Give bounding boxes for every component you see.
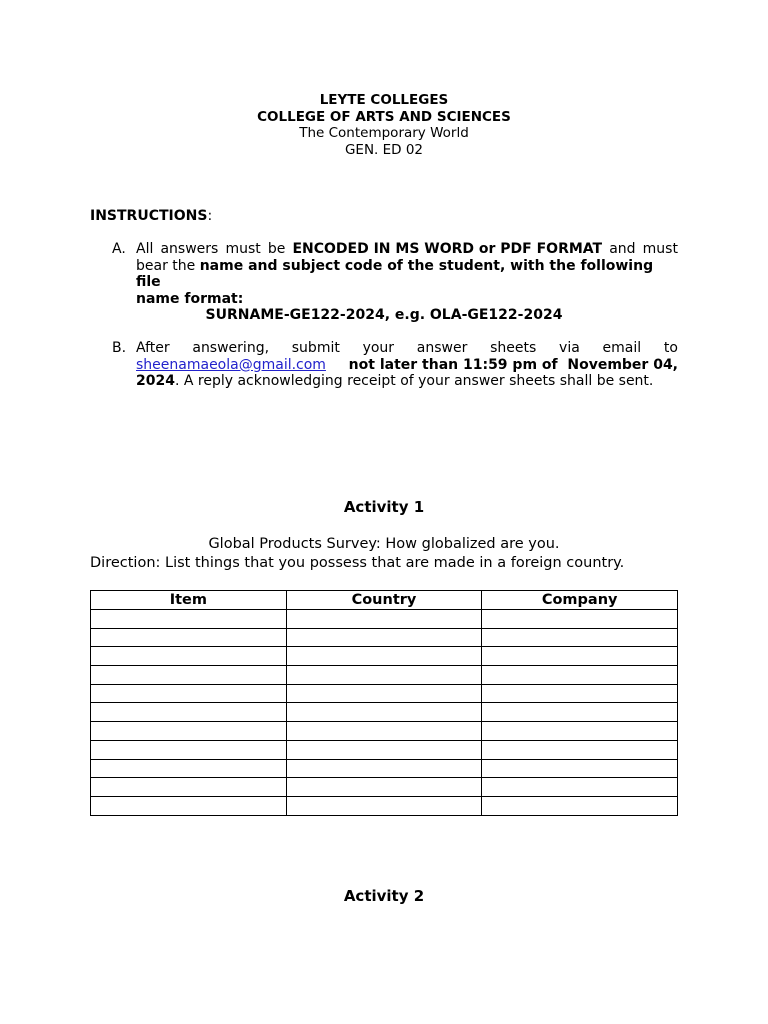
table-cell-country[interactable] [286,722,482,741]
table-row [91,703,678,722]
table-cell-company[interactable] [482,778,678,797]
instructions-heading: INSTRUCTIONS: [90,208,213,224]
item-b-label: B. [112,340,127,356]
email-link[interactable]: sheenamaeola@gmail.com [136,356,326,373]
table-cell-item[interactable] [91,647,287,666]
activity-1-title: Activity 1 [343,498,425,516]
table-row [91,722,678,741]
college-name: COLLEGE OF ARTS AND SCIENCES [257,108,511,125]
course-title: The Contemporary World [299,125,469,141]
school-name: LEYTE COLLEGES [319,92,449,108]
table-row [91,647,678,666]
table-row [91,759,678,778]
table-cell-company[interactable] [482,647,678,666]
table-cell-company[interactable] [482,666,678,685]
activity-1-subtitle: Global Products Survey: How globalized are you. [208,536,560,552]
table-row [91,684,678,703]
table-cell-country[interactable] [286,796,482,815]
table-cell-item[interactable] [91,796,287,815]
course-code: GEN. ED 02 [344,141,424,158]
table-row [91,778,678,797]
table-cell-item[interactable] [91,778,287,797]
table-cell-item[interactable] [91,740,287,759]
table-cell-country[interactable] [286,703,482,722]
item-a-label: A. [112,241,126,257]
table-cell-item[interactable] [91,628,287,647]
table-row [91,796,678,815]
products-table [90,590,678,816]
file-format-example: SURNAME-GE122-2024, e.g. OLA-GE122-2024 [205,307,563,323]
table-cell-country[interactable] [286,740,482,759]
table-row [91,740,678,759]
table-cell-company[interactable] [482,703,678,722]
table-cell-country[interactable] [286,684,482,703]
table-cell-item[interactable] [91,759,287,778]
table-cell-company[interactable] [482,628,678,647]
table-cell-company[interactable] [482,684,678,703]
item-a-text: All answers must be ENCODED IN MS WORD or PDF FORMAT and must bear the name and subject code of the student, with the following file name format: [136,241,678,307]
item-b-text: After answering, submit your answer sheets via email to sheenamaeola@gmail.com not later than 11:59 pm of November 04, 2024. A reply acknowledging receipt of your answer sheets shall be sent. [136,340,678,389]
table-header-row [91,591,678,610]
table-cell-country[interactable] [286,778,482,797]
column-header-item: Item [91,591,287,610]
table-cell-company[interactable] [482,759,678,778]
table-cell-country[interactable] [286,628,482,647]
table-cell-country[interactable] [286,759,482,778]
table-cell-company[interactable] [482,722,678,741]
column-header-country: Country [286,591,482,610]
table-cell-item[interactable] [91,684,287,703]
table-cell-country[interactable] [286,647,482,666]
table-cell-item[interactable] [91,610,287,629]
activity-2-title: Activity 2 [343,887,425,905]
table-cell-item[interactable] [91,722,287,741]
table-cell-country[interactable] [286,666,482,685]
table-cell-country[interactable] [286,610,482,629]
column-header-company: Company [482,591,678,610]
activity-1-direction: Direction: List things that you possess that are made in a foreign country. [90,555,625,571]
table-cell-company[interactable] [482,610,678,629]
table-row [91,628,678,647]
table-cell-company[interactable] [482,796,678,815]
table-cell-item[interactable] [91,703,287,722]
table-row [91,666,678,685]
table-cell-company[interactable] [482,740,678,759]
table-row [91,610,678,629]
table-cell-item[interactable] [91,666,287,685]
